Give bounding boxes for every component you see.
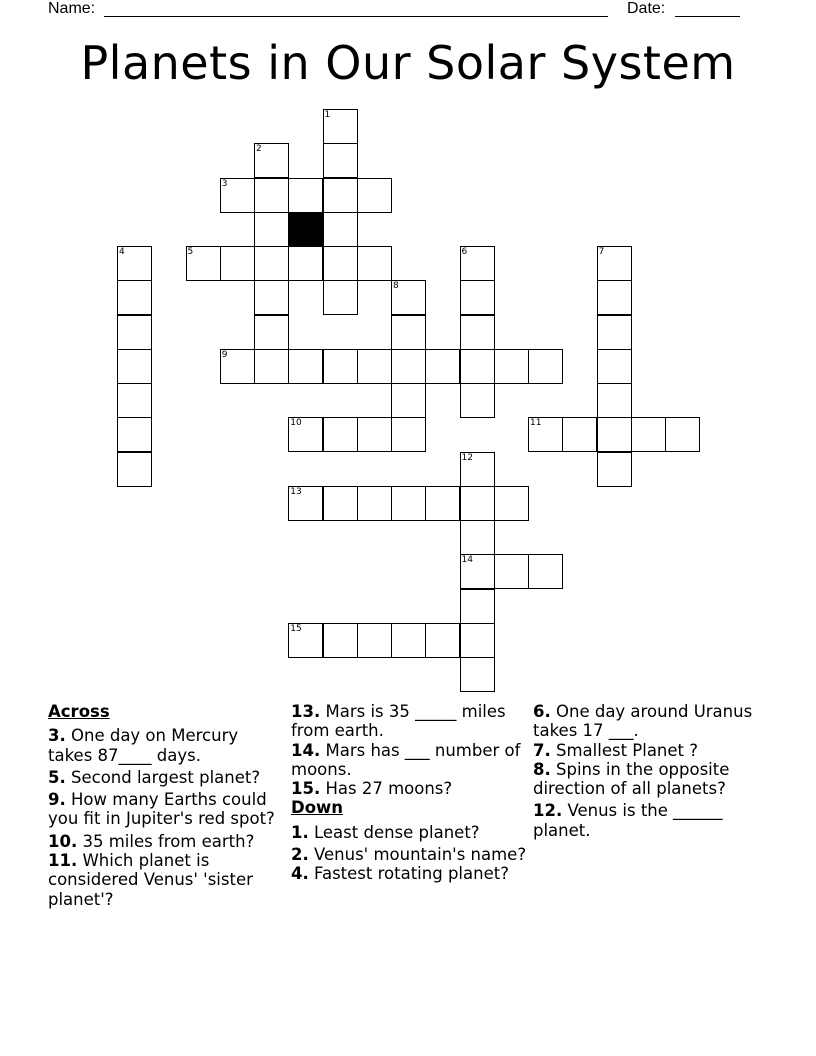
clue-across-3 [48,726,278,765]
cell-number: 7 [598,247,605,257]
clue-down-1 [291,823,527,842]
clue-across-5 [48,768,278,787]
crossword-cell[interactable] [288,623,323,658]
crossword-cell[interactable] [460,315,495,350]
clue-text: One day around Uranus takes 17 ___. [533,702,753,741]
crossword-cell[interactable] [494,554,529,589]
crossword-cell[interactable] [597,383,632,418]
clue-number: 3. [48,726,66,746]
down-heading: Down [291,798,344,818]
crossword-cell[interactable] [254,143,289,178]
crossword-cell[interactable] [597,349,632,384]
crossword-cell[interactable] [220,349,255,384]
crossword-cell[interactable] [494,349,529,384]
cell-number: 1 [324,110,331,120]
crossword-cell[interactable] [425,486,460,521]
cell-number: 3 [221,178,228,189]
clue-text: How many Earths could you fit in Jupiter's red spot? [48,790,275,829]
crossword-cell[interactable] [254,212,289,247]
crossword-cell[interactable] [357,246,392,281]
clue-number: 8. [533,759,551,779]
crossword-cell[interactable] [562,417,597,452]
crossword-cell[interactable] [460,383,495,418]
clue-number: 13. [291,702,321,721]
cell-number: 8 [393,281,399,292]
clue-across-14 [291,741,527,780]
crossword-cell[interactable] [460,486,495,521]
clue-down-12 [533,801,769,840]
crossword-cell[interactable] [460,657,495,692]
clue-down-2 [291,845,527,864]
crossword-cell[interactable] [597,246,632,281]
cell-number: 5 [187,247,194,257]
clue-text: Least dense planet? [314,822,480,842]
crossword-cell[interactable] [391,383,426,418]
clue-across-11 [48,851,278,909]
crossword-cell[interactable] [323,212,358,247]
crossword-cell[interactable] [357,417,392,452]
crossword-cell[interactable] [460,623,495,658]
crossword-cell[interactable] [117,280,152,315]
crossword-cell[interactable] [323,349,358,384]
cell-number: 11 [530,418,542,429]
cell-number: 10 [290,418,302,429]
clue-across-10 [48,832,278,851]
crossword-cell[interactable] [117,315,152,350]
clue-number: 5. [48,767,66,787]
crossword-cell[interactable] [460,246,495,281]
crossword-cell[interactable] [254,349,289,384]
crossword-cell[interactable] [117,417,152,452]
crossword-cell[interactable] [288,486,323,521]
crossword-cell[interactable] [323,178,358,213]
across-heading: Across [48,702,110,721]
crossword-cell[interactable] [425,623,460,658]
crossword-cell[interactable] [460,349,495,384]
clue-number: 11. [48,851,78,871]
crossword-cell[interactable] [288,417,323,452]
cell-number: 9 [221,349,228,360]
date-label: Date: [627,0,666,17]
crossword-cell[interactable] [391,315,426,350]
clue-number: 1. [291,822,309,842]
clue-number: 6. [533,702,551,721]
crossword-cell[interactable] [460,589,495,624]
clues-column-1 [48,702,278,912]
clue-text: Venus is the ______ planet. [533,801,723,840]
crossword-cell[interactable] [391,349,426,384]
crossword-cell[interactable] [186,246,221,281]
clue-text: One day on Mercury takes 87____ days. [48,726,239,765]
clue-number: 9. [48,790,66,810]
crossword-cell[interactable] [460,554,495,589]
cell-number: 4 [119,247,125,257]
clue-down-6 [533,702,769,741]
crossword-cell[interactable] [220,246,255,281]
cell-number: 6 [461,247,468,257]
crossword-cell[interactable] [254,280,289,315]
clue-across-9 [48,790,278,829]
cell-number: 13 [290,486,302,497]
crossword-block-cell [288,212,323,247]
crossword-cell[interactable] [425,349,460,384]
crossword-cell[interactable] [391,280,426,315]
crossword-cell[interactable] [117,349,152,384]
crossword-cell[interactable] [254,178,289,213]
crossword-cell[interactable] [391,623,426,658]
crossword-cell[interactable] [254,246,289,281]
clue-down-4 [291,864,527,883]
page-title: Planets in Our Solar System [80,36,736,90]
clue-number: 7. [533,740,551,760]
clues-column-2 [291,702,527,887]
crossword-cell[interactable] [357,349,392,384]
clue-text: 35 miles from earth? [82,831,255,851]
clue-text: Fastest rotating planet? [314,864,509,884]
crossword-cell[interactable] [528,417,563,452]
clue-number: 14. [291,740,321,760]
crossword-cell[interactable] [323,417,358,452]
clue-text: Spins in the opposite direction of all planets? [533,759,730,799]
clue-text: Mars is 35 _____ miles from earth. [291,702,506,741]
crossword-cell[interactable] [528,349,563,384]
crossword-cell[interactable] [597,280,632,315]
crossword-cell[interactable] [323,623,358,658]
crossword-cell[interactable] [117,246,152,281]
crossword-cell[interactable] [494,486,529,521]
cell-number: 14 [461,555,473,566]
crossword-cell[interactable] [460,520,495,555]
clue-number: 15. [291,779,321,799]
clue-text: Has 27 moons? [325,779,453,799]
crossword-cell[interactable] [323,486,358,521]
crossword-cell[interactable] [323,143,358,178]
name-label: Name: [48,0,96,17]
clue-number: 10. [48,831,78,851]
clue-number: 4. [291,864,309,884]
crossword-cell[interactable] [391,417,426,452]
crossword-cell[interactable] [597,417,632,452]
crossword-cell[interactable] [288,246,323,281]
clue-down-8 [533,760,769,799]
crossword-cell[interactable] [597,452,632,487]
cell-number: 2 [256,144,262,155]
crossword-cell[interactable] [460,280,495,315]
clue-text: Smallest Planet ? [556,740,699,760]
clue-text: Mars has ___ number of moons. [291,740,521,779]
crossword-cell[interactable] [357,486,392,521]
crossword-cell[interactable] [117,452,152,487]
crossword-cell[interactable] [460,452,495,487]
crossword-cell[interactable] [528,554,563,589]
crossword-cell[interactable] [391,486,426,521]
clue-number: 2. [291,845,309,865]
clues-column-3 [533,702,769,843]
crossword-cell[interactable] [323,280,358,315]
crossword-cell[interactable] [254,315,289,350]
crossword-cell[interactable] [665,417,700,452]
crossword-cell[interactable] [220,178,255,213]
clue-across-13 [291,702,527,741]
clue-across-15 [291,779,527,798]
crossword-cell[interactable] [357,178,392,213]
crossword-cell[interactable] [288,349,323,384]
crossword-cell[interactable] [357,623,392,658]
cell-number: 12 [461,452,473,463]
crossword-cell[interactable] [597,315,632,350]
clue-text: Venus' mountain's name? [314,845,527,865]
crossword-cell[interactable] [323,246,358,281]
clue-down-7 [533,741,769,760]
crossword-cell[interactable] [323,109,358,144]
crossword-cell[interactable] [631,417,666,452]
clue-text: Which planet is considered Venus' 'sister planet'? [48,851,253,909]
cell-number: 15 [290,623,302,634]
crossword-cell[interactable] [288,178,323,213]
crossword-cell[interactable] [117,383,152,418]
clue-number: 12. [533,801,563,821]
clue-text: Second largest planet? [71,767,261,787]
